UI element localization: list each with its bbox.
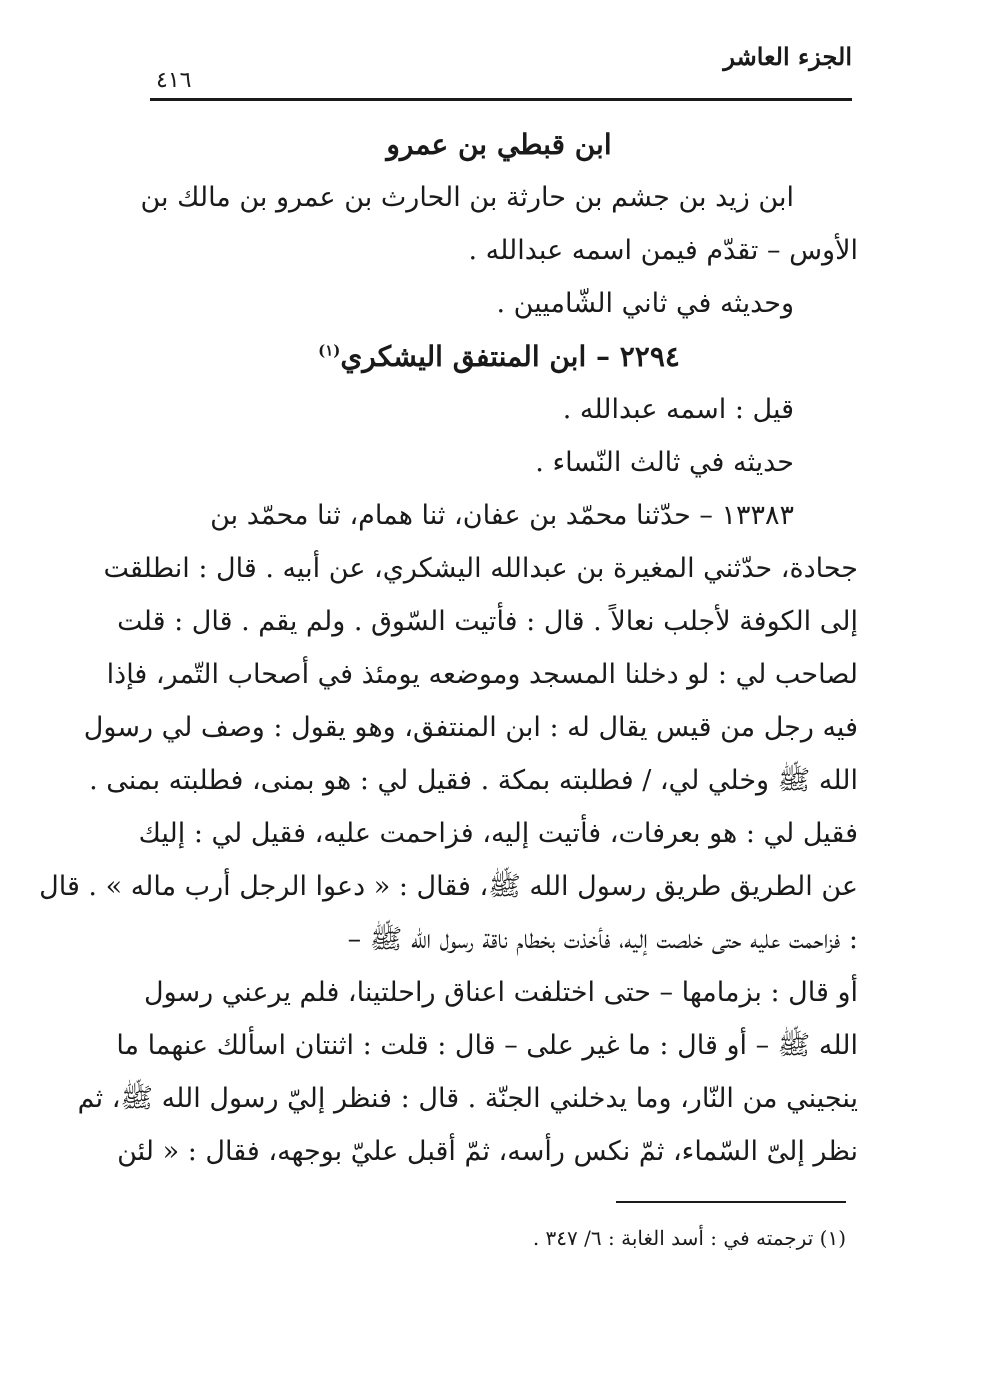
- text-line: الله ﷺ وخلي لي، / فطلبته بمكة . فقيل لي : هو بمنى، فطلبته بمنى .: [89, 765, 858, 796]
- hadith-start-line: ١٣٣٨٣ – حدّثنا محمّد بن عفان، ثنا همام، ثنا محمّد بن: [210, 500, 794, 531]
- text-line: عن الطريق طريق رسول الله ﷺ، فقال : « دعوا الرجل أرب ماله » . قال: [39, 871, 858, 902]
- page-number: ٤١٦: [156, 68, 192, 93]
- text-line: : فزاحمت عليه حتى خلصت إليه، فأخذت بخطام ناقة رسول الله ﷺ –: [347, 924, 858, 955]
- section-heading: ابن قبطي بن عمرو: [386, 128, 612, 161]
- text-line: الأوس – تقدّم فيمن اسمه عبدالله .: [468, 235, 858, 266]
- entry-heading-text: ٢٢٩٤ – ابن المنتفق اليشكري: [340, 340, 680, 373]
- footnote-marker: (١): [318, 341, 341, 360]
- text-line: فيه رجل من قيس يقال له : ابن المنتفق، وهو يقول : وصف لي رسول: [83, 712, 858, 743]
- text-line: إلى الكوفة لأجلب نعالاً . قال : فأتيت السّوق . ولم يقم . قال : قلت: [117, 606, 858, 637]
- text-line: لصاحب لي : لو دخلنا المسجد وموضعه يومئذ في أصحاب التّمر، فإذا: [106, 659, 858, 690]
- text-line: ابن زيد بن جشم بن حارثة بن الحارث بن عمرو بن مالك بن: [140, 182, 794, 213]
- text-line: فقيل لي : هو بعرفات، فأتيت إليه، فزاحمت عليه، فقيل لي : إليك: [138, 818, 858, 849]
- text-line: قيل : اسمه عبدالله .: [562, 394, 794, 425]
- text-line: جحادة، حدّثني المغيرة بن عبدالله اليشكري، عن أبيه . قال : انطلقت: [103, 553, 858, 584]
- footnote-rule: [616, 1201, 846, 1203]
- text-line: حديثه في ثالث النّساء .: [535, 447, 794, 478]
- text-line: وحديثه في ثاني الشّاميين .: [496, 288, 794, 319]
- footnote: (١) ترجمته في : أسد الغابة : ٦/ ٣٤٧ .: [532, 1226, 846, 1250]
- header-rule: [150, 98, 852, 101]
- body-text: [39, 118, 858, 1178]
- text-line: أو قال : بزمامها – حتى اختلفت اعناق راحلتينا، فلم يرعني رسول: [143, 977, 858, 1008]
- entry-heading: [140, 330, 858, 383]
- running-title: الجزء العاشر: [723, 42, 852, 71]
- text-line: ينجيني من النّار، وما يدخلني الجنّة . قال : فنظر إليّ رسول الله ﷺ، ثم: [77, 1083, 858, 1114]
- page-header: [150, 36, 852, 100]
- text-line: الله ﷺ – أو قال : ما غير على – قال : قلت : اثنتان اسألك عنهما ما: [116, 1030, 858, 1061]
- text-line: نظر إلىّ السّماء، ثمّ نكس رأسه، ثمّ أقبل عليّ بوجهه، فقال : « لئن: [117, 1136, 858, 1167]
